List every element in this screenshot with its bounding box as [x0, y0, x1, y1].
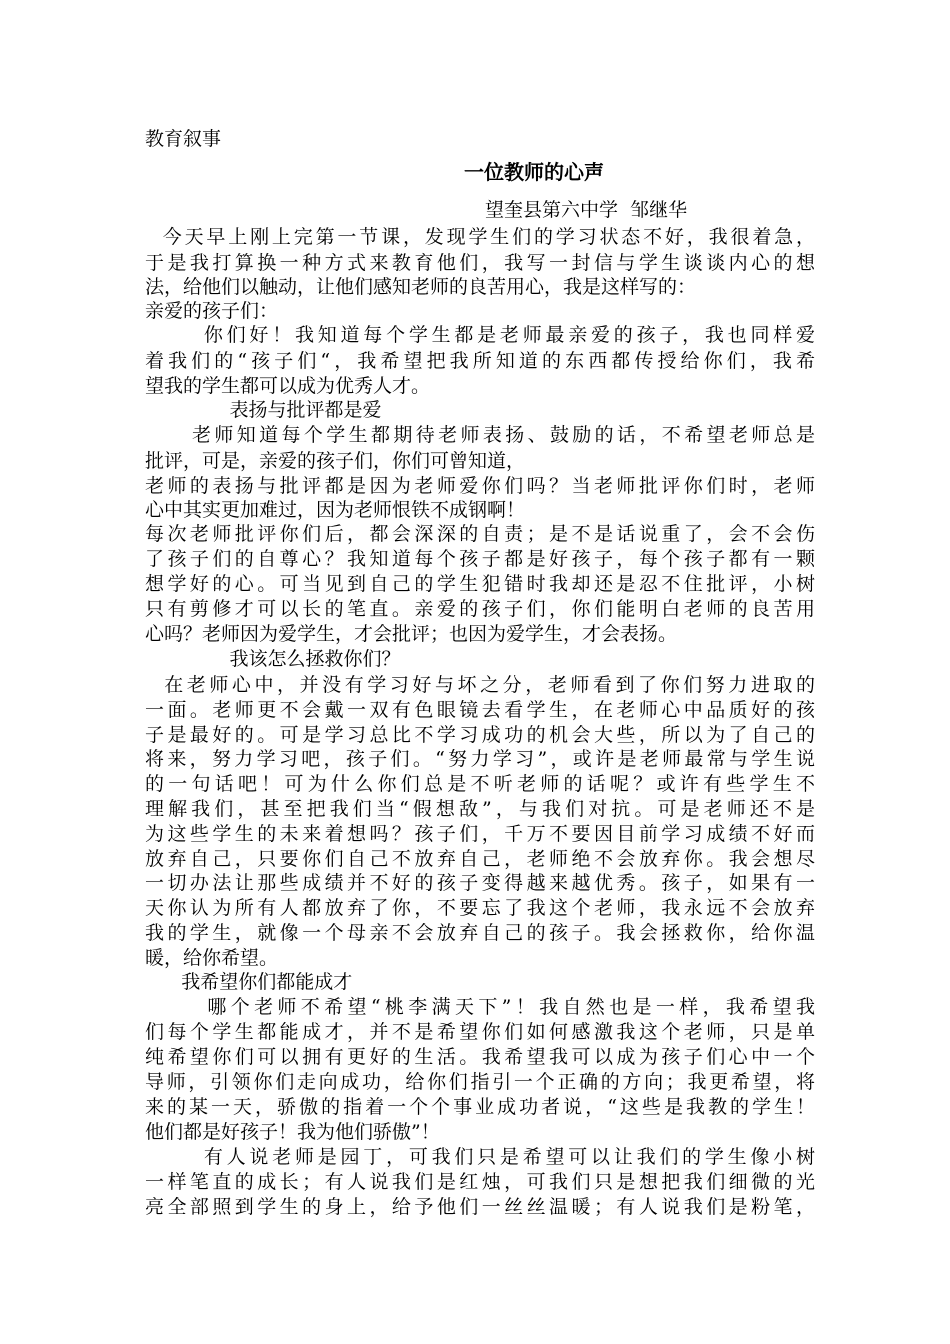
category-label: 教育叙事: [145, 128, 222, 150]
body-line: 一面。老师更不会戴一双有色眼镜去看学生，在老师心中品质好的孩: [145, 699, 815, 721]
body-line: 老师的表扬与批评都是因为老师爱你们吗？当老师批评你们时，老师: [145, 475, 815, 497]
body-line: 的一句话吧！可为什么你们总是不听老师的话呢？或许有些学生不: [145, 773, 815, 795]
body-line: 批评，可是，亲爱的孩子们，你们可曾知道，: [145, 450, 526, 472]
body-line: 纯希望你们可以拥有更好的生活。我希望我可以成为孩子们心中一个: [145, 1046, 815, 1068]
body-line: 心中其实更加难过，因为老师恨铁不成钢啊！: [145, 499, 526, 521]
body-line: 放弃自己，只要你们自己不放弃自己，老师绝不会放弃你。我会想尽: [145, 848, 815, 870]
body-line: 心吗？老师因为爱学生，才会批评；也因为爱学生，才会表扬。: [145, 623, 678, 645]
body-line: 望我的学生都可以成为优秀人才。: [145, 375, 431, 397]
body-line: 有人说老师是园丁，可我们只是希望可以让我们的学生像小树: [145, 1146, 815, 1168]
body-line: 哪个老师不希望“桃李满天下”！我自然也是一样，我希望我: [145, 996, 815, 1018]
body-line: 为这些学生的未来着想吗？孩子们，千万不要因目前学习成绩不好而: [145, 823, 815, 845]
salutation: 亲爱的孩子们：: [145, 300, 279, 322]
body-line: 了孩子们的自尊心？我知道每个孩子都是好孩子，每个孩子都有一颗: [145, 548, 815, 570]
body-line: 于是我打算换一种方式来教育他们，我写一封信与学生谈谈内心的想: [145, 252, 815, 274]
body-line: 在老师心中，并没有学习好与坏之分，老师看到了你们努力进取的: [145, 674, 815, 696]
section-heading: 表扬与批评都是爱: [145, 399, 382, 421]
body-line: 一样笔直的成长；有人说我们是红烛，可我们只是想把我们细微的光: [145, 1171, 815, 1193]
body-line: 我的学生，就像一个母亲不会放弃自己的孩子。我会拯救你，给你温: [145, 922, 815, 944]
body-line: 导师，引领你们走向成功，给你们指引一个正确的方向；我更希望，将: [145, 1071, 815, 1093]
body-line: 暖，给你希望。: [145, 947, 279, 969]
body-line: 只有剪修才可以长的笔直。亲爱的孩子们，你们能明白老师的良苦用: [145, 598, 815, 620]
author-line: 望奎县第六中学 邹继华: [485, 199, 688, 221]
page-title: 一位教师的心声: [464, 160, 604, 184]
body-line: 亮全部照到学生的身上，给予他们一丝丝温暖；有人说我们是粉笔，: [145, 1196, 815, 1218]
body-line: 想学好的心。可当见到自己的学生犯错时我却还是忍不住批评，小树: [145, 573, 815, 595]
body-line: 他们都是好孩子！我为他们骄傲”！: [145, 1121, 440, 1143]
section-heading: 我该怎么拯救你们？: [145, 648, 401, 670]
body-line: 理解我们，甚至把我们当“假想敌”，与我们对抗。可是老师还不是: [145, 798, 815, 820]
body-line: 们每个学生都能成才，并不是希望你们如何感激我这个老师，只是单: [145, 1021, 815, 1043]
body-line: 天你认为所有人都放弃了你，不要忘了我这个老师，我永远不会放弃: [145, 897, 815, 919]
body-line: 老师知道每个学生都期待老师表扬、鼓励的话，不希望老师总是: [145, 424, 815, 446]
body-line: 法，给他们以触动，让他们感知老师的良苦用心，我是这样写的：: [145, 276, 697, 298]
body-line: 你们好！我知道每个学生都是老师最亲爱的孩子，我也同样爱: [145, 324, 815, 346]
body-line: 今天早上刚上完第一节课，发现学生们的学习状态不好，我很着急，: [145, 226, 815, 248]
body-line: 子是最好的。可是学习总比不学习成功的机会大些，所以为了自己的: [145, 724, 815, 746]
body-line: 来的某一天，骄傲的指着一个个事业成功者说，“这些是我教的学生！: [145, 1096, 815, 1118]
section-heading: 我希望你们都能成才: [145, 971, 353, 993]
body-line: 每次老师批评你们后，都会深深的自责；是不是话说重了，会不会伤: [145, 523, 815, 545]
body-line: 一切办法让那些成绩并不好的孩子变得越来越优秀。孩子，如果有一: [145, 872, 815, 894]
body-line: 着我们的“孩子们“，我希望把我所知道的东西都传授给你们，我希: [145, 350, 815, 372]
body-line: 将来，努力学习吧，孩子们。“努力学习”，或许是老师最常与学生说: [145, 748, 815, 770]
